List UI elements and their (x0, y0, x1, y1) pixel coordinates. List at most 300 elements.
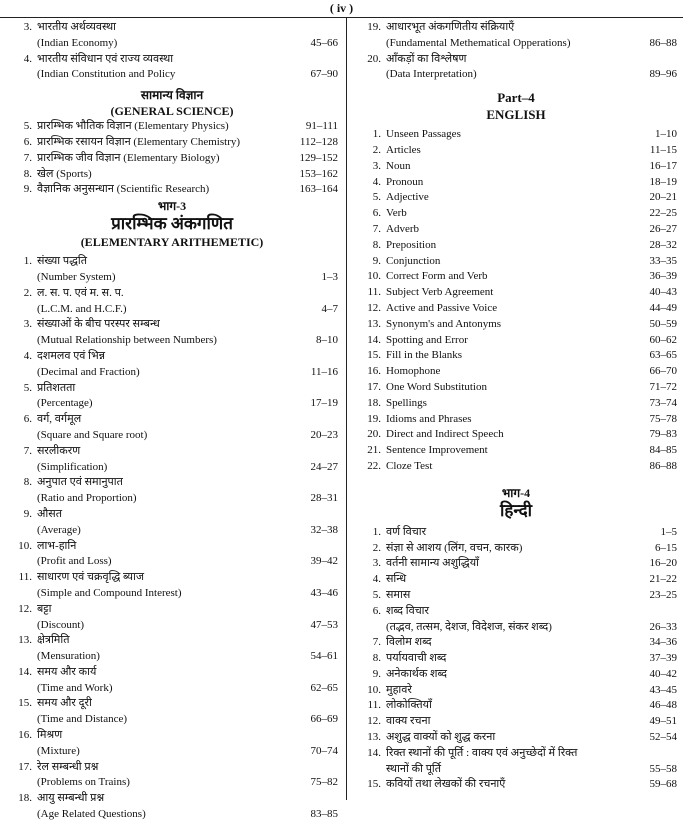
entry-pages (282, 602, 338, 618)
toc-entry (355, 525, 677, 541)
entry-number: 8. (23, 167, 32, 180)
toc-entry (6, 20, 338, 52)
entry-pages: 62–65 (310, 681, 338, 694)
entry-number (6, 396, 37, 412)
page-number: ( iv ) (329, 1, 354, 15)
entry-number: 20. (367, 428, 381, 441)
toc-row (355, 635, 677, 651)
toc-row (6, 444, 338, 460)
entry-title: रेल सम्बन्धी प्रश्न (37, 760, 99, 773)
entry-title: (Ratio and Proportion) (37, 492, 137, 505)
entry-number: 15. (18, 697, 32, 710)
entry-title: प्रारम्भिक जीव विज्ञान (Elementary Biology) (37, 151, 220, 164)
entry-pages: 16–20 (649, 557, 677, 570)
entry-pages (282, 317, 338, 333)
toc-row (6, 586, 338, 602)
entry-pages: 40–42 (649, 667, 677, 680)
entry-number: 11. (367, 699, 381, 712)
entry-title: (Problems on Trains) (37, 776, 130, 789)
toc-entry (355, 285, 677, 301)
entry-number: 13. (367, 731, 381, 744)
entry-pages (282, 665, 338, 681)
toc-row (355, 777, 677, 793)
toc-row (6, 507, 338, 523)
entry-pages: 18–19 (649, 175, 677, 188)
entry-title: अनेकार्थक शब्द (386, 667, 448, 680)
toc-row (355, 746, 677, 762)
english-list (355, 127, 677, 475)
toc-entry (355, 541, 677, 557)
toc-row (6, 539, 338, 555)
entry-title: प्रारम्भिक भौतिक विज्ञान (Elementary Physics) (37, 120, 229, 133)
entry-title: Homophone (386, 365, 441, 378)
toc-entry (355, 301, 677, 317)
toc-row (355, 604, 677, 620)
entry-title: (Time and Work) (37, 681, 113, 694)
toc-row (6, 554, 338, 570)
entry-title: Direct and Indirect Speech (386, 428, 504, 441)
entry-number (355, 762, 386, 778)
toc-row (6, 633, 338, 649)
arithmetic-continued-list (355, 20, 677, 83)
entry-title: कवियों तथा लेखकों की रचनाएँ (386, 778, 506, 791)
entry-pages: 1–10 (655, 128, 677, 141)
entry-number (355, 620, 386, 636)
entry-number: 10. (367, 270, 381, 283)
toc-row (6, 317, 338, 333)
entry-title: Adjective (386, 191, 429, 204)
toc-entry (6, 760, 338, 792)
hindi-heading: हिन्दी (499, 500, 533, 520)
entry-title: Adverb (386, 222, 419, 235)
entry-number: 15. (367, 349, 381, 362)
entry-number: 7. (23, 444, 32, 457)
entry-pages: 66–70 (649, 365, 677, 378)
entry-pages: 66–69 (310, 713, 338, 726)
entry-number: 8. (23, 476, 32, 489)
toc-row (6, 681, 338, 697)
toc-entry (355, 20, 677, 52)
entry-pages: 70–74 (310, 744, 338, 757)
toc-row (355, 572, 677, 588)
general-science-list (6, 119, 338, 198)
entry-number (6, 67, 37, 83)
entry-pages (282, 760, 338, 776)
entry-number: 6. (372, 604, 381, 617)
entry-title: प्रारम्भिक रसायन विज्ञान (Elementary Chemistry) (37, 135, 241, 148)
entry-number (6, 744, 37, 760)
entry-number (355, 36, 386, 52)
entry-title: अशुद्ध वाक्यों को शुद्ध करना (386, 731, 496, 744)
toc-row (355, 541, 677, 557)
entry-number (6, 333, 37, 349)
entry-pages: 17–19 (310, 397, 338, 410)
entry-number (6, 807, 37, 823)
entry-number: 1. (23, 255, 32, 268)
entry-number: 10. (18, 539, 32, 552)
entry-number (6, 302, 37, 318)
entry-title: आधारभूत अंकगणितीय संक्रियाएँ (386, 21, 515, 33)
entry-number: 1. (372, 128, 381, 141)
entry-number: 6. (23, 413, 32, 426)
entry-title: Correct Form and Verb (386, 270, 488, 283)
entry-pages: 54–61 (310, 650, 338, 663)
toc-row (355, 651, 677, 667)
toc-entry (6, 507, 338, 539)
entry-number: 10. (367, 683, 381, 696)
entry-pages: 112–128 (299, 135, 338, 148)
entry-number: 14. (18, 665, 32, 678)
toc-entry (355, 412, 677, 428)
entry-pages: 24–27 (310, 460, 338, 473)
entry-title: सरलीकरण (37, 444, 81, 457)
entry-number: 7. (23, 151, 32, 164)
header-rule (0, 17, 683, 18)
entry-pages: 73–74 (649, 396, 677, 409)
toc-row (6, 602, 338, 618)
toc-entry (355, 175, 677, 191)
toc-row (6, 67, 338, 83)
entry-number: 12. (367, 301, 381, 314)
entry-title: लोकोक्तियाँ (386, 699, 432, 712)
entry-pages: 33–35 (649, 254, 677, 267)
entry-pages: 43–45 (649, 683, 677, 696)
toc-entry (355, 222, 677, 238)
entry-pages (282, 791, 338, 807)
hindi-list (355, 525, 677, 794)
entry-number: 12. (367, 715, 381, 728)
entry-number (6, 365, 37, 381)
entry-pages: 153–162 (299, 167, 338, 180)
entry-number (6, 586, 37, 602)
toc-entry (355, 190, 677, 206)
entry-pages (282, 507, 338, 523)
entry-pages: 71–72 (649, 380, 677, 393)
entry-title: Spellings (386, 396, 427, 409)
toc-entry (355, 333, 677, 349)
entry-pages (621, 604, 677, 620)
toc-row (6, 523, 338, 539)
entry-number: 5. (23, 120, 32, 133)
toc-row (6, 475, 338, 491)
entry-title: औसत (37, 507, 62, 520)
entry-title: समय और कार्य (37, 665, 97, 678)
entry-title: (Indian Economy) (37, 36, 118, 49)
entry-pages (282, 475, 338, 491)
entry-number: 3. (372, 557, 381, 570)
toc-entry (6, 696, 338, 728)
toc-row (6, 428, 338, 444)
toc-row (355, 20, 677, 36)
entry-pages: 67–90 (310, 68, 338, 81)
entry-number: 22. (367, 459, 381, 472)
entry-pages: 1–3 (321, 270, 338, 283)
entry-number: 9. (23, 507, 32, 520)
toc-entry (355, 667, 677, 683)
entry-number: 19. (367, 412, 381, 425)
entry-pages (621, 20, 677, 36)
entry-number: 1. (372, 525, 381, 538)
entry-number: 19. (367, 21, 381, 33)
toc-entry (355, 714, 677, 730)
entry-number: 14. (367, 746, 381, 759)
entry-number: 2. (372, 541, 381, 554)
entry-number: 5. (372, 588, 381, 601)
entry-pages: 4–7 (321, 302, 338, 315)
toc-entry (6, 119, 338, 135)
entry-title: बट्टा (37, 602, 52, 615)
toc-row (355, 730, 677, 746)
entry-number: 11. (367, 286, 381, 299)
entry-title: ल. स. प. एवं म. स. प. (37, 286, 124, 299)
entry-title: Pronoun (386, 175, 424, 188)
entry-pages: 52–54 (649, 731, 677, 744)
toc-row (355, 556, 677, 572)
entry-pages: 11–16 (310, 365, 338, 378)
entry-number: 14. (367, 333, 381, 346)
entry-title: (Decimal and Fraction) (37, 365, 140, 378)
entry-title: वैज्ञानिक अनुसन्धान (Scientific Research) (37, 183, 210, 196)
toc-entry (355, 396, 677, 412)
entry-number: 9. (23, 183, 32, 196)
entry-pages: 89–96 (649, 68, 677, 81)
toc-row (6, 36, 338, 52)
entry-pages: 11–15 (649, 143, 677, 156)
entry-pages (282, 728, 338, 744)
toc-row (6, 302, 338, 318)
entry-title: Sentence Improvement (386, 444, 488, 457)
entry-number: 4. (372, 175, 381, 188)
left-column (6, 20, 338, 823)
entry-title: शब्द विचार (386, 604, 430, 617)
entry-number: 7. (372, 636, 381, 649)
entry-pages: 36–39 (649, 270, 677, 283)
entry-title: Conjunction (386, 254, 441, 267)
entry-number: 4. (372, 573, 381, 586)
toc-entry (355, 127, 677, 143)
entry-number: 16. (367, 365, 381, 378)
entry-pages: 75–82 (310, 776, 338, 789)
toc-entry (355, 348, 677, 364)
entry-pages: 32–38 (310, 523, 338, 536)
entry-number (355, 67, 386, 83)
toc-entry (355, 443, 677, 459)
entry-pages: 34–36 (649, 636, 677, 649)
toc-entry (6, 182, 338, 198)
entry-pages: 21–22 (649, 573, 677, 586)
toc-entry (6, 444, 338, 476)
toc-entry (355, 459, 677, 475)
entry-title: Idioms and Phrases (386, 412, 472, 425)
entry-number: 8. (372, 238, 381, 251)
entry-title: आँकड़ों का विश्लेषण (386, 52, 467, 65)
toc-row (6, 381, 338, 397)
entry-pages: 86–88 (649, 36, 677, 49)
entry-pages: 26–33 (649, 620, 677, 633)
entry-title: समास (386, 588, 411, 601)
entry-pages: 75–78 (649, 412, 677, 425)
entry-pages: 37–39 (649, 652, 677, 665)
entry-number: 13. (367, 317, 381, 330)
toc-entry (355, 380, 677, 396)
entry-number: 3. (372, 159, 381, 172)
entry-pages: 63–65 (649, 349, 677, 362)
entry-pages: 84–85 (649, 444, 677, 457)
entry-number: 7. (372, 222, 381, 235)
entry-title: Spotting and Error (386, 333, 468, 346)
entry-title: मिश्रण (37, 729, 63, 742)
toc-row (6, 349, 338, 365)
toc-row (6, 396, 338, 412)
entry-pages: 86–88 (649, 459, 677, 472)
entry-number (6, 460, 37, 476)
toc-entry (355, 777, 677, 793)
entry-title: आयु सम्बन्धी प्रश्न (37, 792, 105, 805)
toc-entry (6, 317, 338, 349)
entry-number (6, 491, 37, 507)
english-part-label: Part–4 (497, 90, 535, 106)
entry-pages: 43–46 (310, 586, 338, 599)
entry-title: (Mutual Relationship between Numbers) (37, 334, 217, 347)
entry-number: 9. (372, 667, 381, 680)
toc-entry (355, 635, 677, 651)
toc-entry (355, 730, 677, 746)
entry-title: (Number System) (37, 270, 116, 283)
toc-entry (6, 52, 338, 84)
entry-number (6, 712, 37, 728)
toc-entry (6, 633, 338, 665)
toc-row (6, 52, 338, 68)
entry-title: प्रतिशतता (37, 381, 76, 394)
toc-entry (6, 254, 338, 286)
entry-pages: 8–10 (316, 334, 338, 347)
entry-title: (Simplification) (37, 460, 108, 473)
entry-pages (282, 52, 338, 68)
toc-entry (355, 364, 677, 380)
toc-entry (355, 746, 677, 778)
entry-number: 21. (367, 444, 381, 457)
toc-row (6, 20, 338, 36)
toc-entry (355, 317, 677, 333)
entry-pages: 26–27 (649, 222, 677, 235)
entry-title: Articles (386, 143, 421, 156)
entry-pages: 47–53 (310, 618, 338, 631)
toc-row (355, 36, 677, 52)
toc-row (6, 760, 338, 776)
toc-row (355, 762, 677, 778)
entry-title: खेल (Sports) (37, 167, 92, 180)
entry-number: 6. (23, 135, 32, 148)
entry-number (6, 554, 37, 570)
entry-number: 16. (18, 729, 32, 742)
entry-number (6, 270, 37, 286)
entry-pages: 83–85 (310, 808, 338, 821)
entry-number: 2. (23, 286, 32, 299)
entry-title: स्थानों की पूर्ति (386, 762, 442, 775)
entry-title: रिक्त स्थानों की पूर्ति : वाक्य एवं अनुच्छेदों में रिक्त (386, 746, 578, 759)
toc-entry (6, 286, 338, 318)
entry-number: 17. (367, 380, 381, 393)
entry-title: (Square and Square root) (37, 428, 148, 441)
toc-row (6, 412, 338, 428)
entry-number: 11. (18, 571, 32, 584)
toc-entry (355, 572, 677, 588)
entry-number: 17. (18, 760, 32, 773)
toc-row (355, 683, 677, 699)
entry-title: अनुपात एवं समानुपात (37, 476, 123, 489)
toc-entry (355, 238, 677, 254)
toc-entry (355, 588, 677, 604)
entry-title: (Average) (37, 523, 81, 536)
entry-title: समय और दूरी (37, 697, 92, 710)
entry-title: Cloze Test (386, 459, 433, 472)
entry-pages: 39–42 (310, 555, 338, 568)
toc-entry (6, 475, 338, 507)
entry-title: संज्ञा से आशय (लिंग, वचन, कारक) (386, 541, 523, 554)
entry-title: वर्ग, वर्गमूल (37, 413, 82, 426)
entry-pages: 45–66 (310, 36, 338, 49)
toc-row (6, 333, 338, 349)
entry-number (6, 36, 37, 52)
toc-entry (6, 791, 338, 823)
entry-title: साधारण एवं चक्रवृद्धि ब्याज (37, 571, 145, 584)
toc-row (355, 52, 677, 68)
entry-title: Preposition (386, 238, 437, 251)
entry-number: 12. (18, 602, 32, 615)
entry-title: (Indian Constitution and Policy (37, 68, 176, 81)
toc-row (6, 491, 338, 507)
entry-title: (Data Interpretation) (386, 68, 477, 81)
toc-row (6, 286, 338, 302)
toc-entry (355, 269, 677, 285)
entry-title: विलोम शब्द (386, 636, 432, 649)
entry-title: (Time and Distance) (37, 713, 128, 726)
entry-title: Synonym's and Antonyms (386, 317, 502, 330)
entry-title: (Discount) (37, 618, 85, 631)
toc-row (6, 270, 338, 286)
toc-row (6, 365, 338, 381)
toc-row (6, 649, 338, 665)
toc-entry (6, 381, 338, 413)
entry-title: वर्ण विचार (386, 525, 427, 538)
entry-title: Unseen Passages (386, 128, 461, 141)
entry-number: 5. (372, 191, 381, 204)
entry-title: क्षेत्रमिति (37, 634, 70, 647)
toc-row (6, 728, 338, 744)
entry-title: मुहावरे (386, 683, 412, 696)
entry-pages (621, 52, 677, 68)
entry-title: संख्याओं के बीच परस्पर सम्बन्ध (37, 318, 160, 331)
entry-number: 18. (367, 396, 381, 409)
toc-entry (6, 151, 338, 167)
entry-pages: 49–51 (649, 715, 677, 728)
toc-row (6, 775, 338, 791)
toc-row (355, 714, 677, 730)
toc-row (355, 67, 677, 83)
entry-number: 18. (18, 792, 32, 805)
english-heading: ENGLISH (486, 107, 546, 123)
right-column (355, 20, 677, 793)
entry-title: भारतीय संविधान एवं राज्य व्यवस्था (37, 52, 174, 65)
entry-pages (282, 570, 338, 586)
toc-entry (6, 412, 338, 444)
entry-pages: 16–17 (649, 159, 677, 172)
entry-pages (282, 696, 338, 712)
entry-pages (282, 286, 338, 302)
entry-number (6, 523, 37, 539)
entry-pages: 40–43 (649, 286, 677, 299)
entry-title: (Simple and Compound Interest) (37, 586, 182, 599)
